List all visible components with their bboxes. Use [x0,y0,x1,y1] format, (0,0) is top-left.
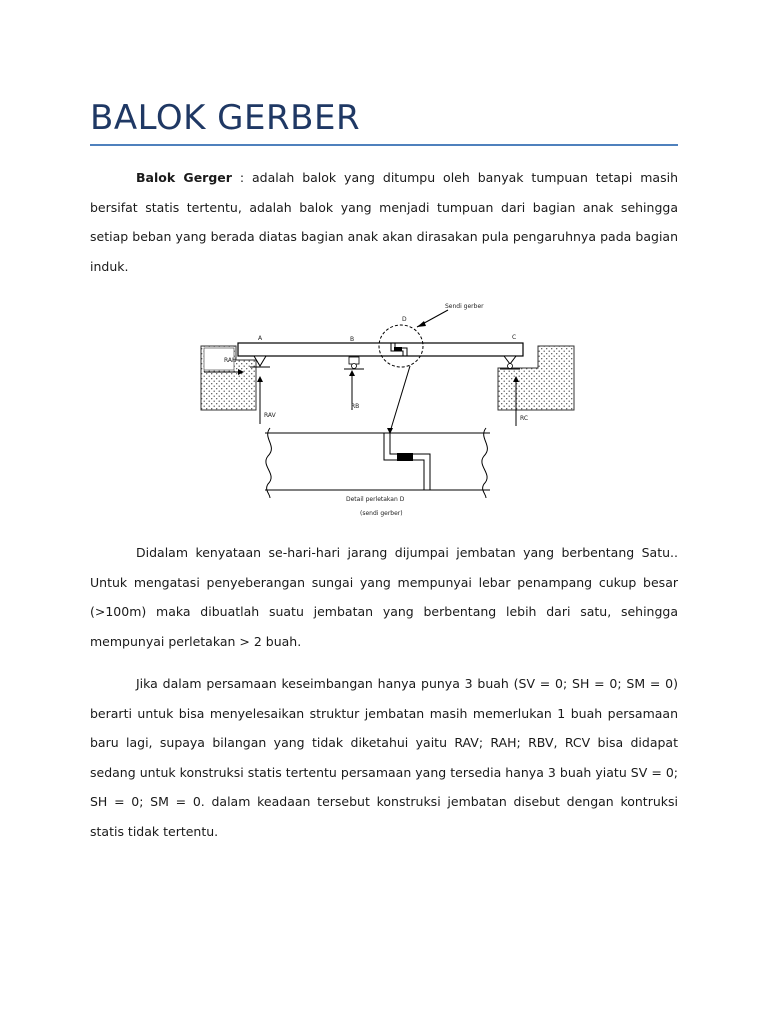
beam [238,343,523,356]
title-underline [90,144,678,146]
paragraph-equilibrium: Jika dalam persamaan keseimbangan hanya punya 3 buah (SV = 0; SH = 0; SM = 0) berarti untuk bisa menyelesaikan struktur jembatan masih memerlukan 1 buah persamaan baru lagi, supaya bilangan yang tidak diketahui yaitu RAV; RAH; RBV, RCV bisa didapat sedang untuk konstruksi statis tertentu persamaan yang tersedia hanya 3 buah yiatu SV = 0; SH = 0; SM = 0. dalam keadaan tersebut konstruksi jembatan disebut dengan kontruksi statis tidak tertentu. [90,676,678,839]
definition-text: : adalah balok yang ditumpu oleh banyak tumpuan tetapi masih bersifat statis tertentu, adalah balok yang menjadi tumpuan dari bagian anak sehingga setiap beban yang berada diatas bagian anak akan dirasakan pula pengaruhnya pada bagian induk. [90,170,678,274]
hinge-detail-view [265,428,490,498]
gerber-hinge-d [379,316,423,367]
label-rav: RAV [264,412,276,419]
label-rc: RC [520,415,529,422]
paragraph-multi-span: Didalam kenyataan se-hari-hari jarang dijumpai jembatan yang berbentang Satu.. Untuk mengatasi penyeberangan sungai yang mempunyai lebar penampang cukup besar (>100m) maka dibuatlah suatu jembatan yang berbentang lebih dari satu, sehingga mempunyai perletakan > 2 buah. [90,545,678,649]
page-title: BALOK GERBER [90,98,361,138]
label-rb: RB [351,403,360,410]
label-sendi-gerber: Sendi gerber [445,303,484,310]
caption-sendi: (sendi gerber) [360,510,403,517]
term-balok-gerger: Balok Gerger [136,170,232,185]
support-b [349,357,359,364]
gerber-beam-diagram [198,300,580,520]
paragraph-definition [90,163,678,281]
label-a: A [258,335,263,342]
label-rah: RAH [224,357,237,364]
label-d: D [402,316,407,323]
label-b: B [350,336,355,343]
caption-detail: Detail perletakan D [346,496,405,503]
label-c: C [512,334,517,341]
diagram-svg [198,300,580,520]
support-c [504,356,516,364]
